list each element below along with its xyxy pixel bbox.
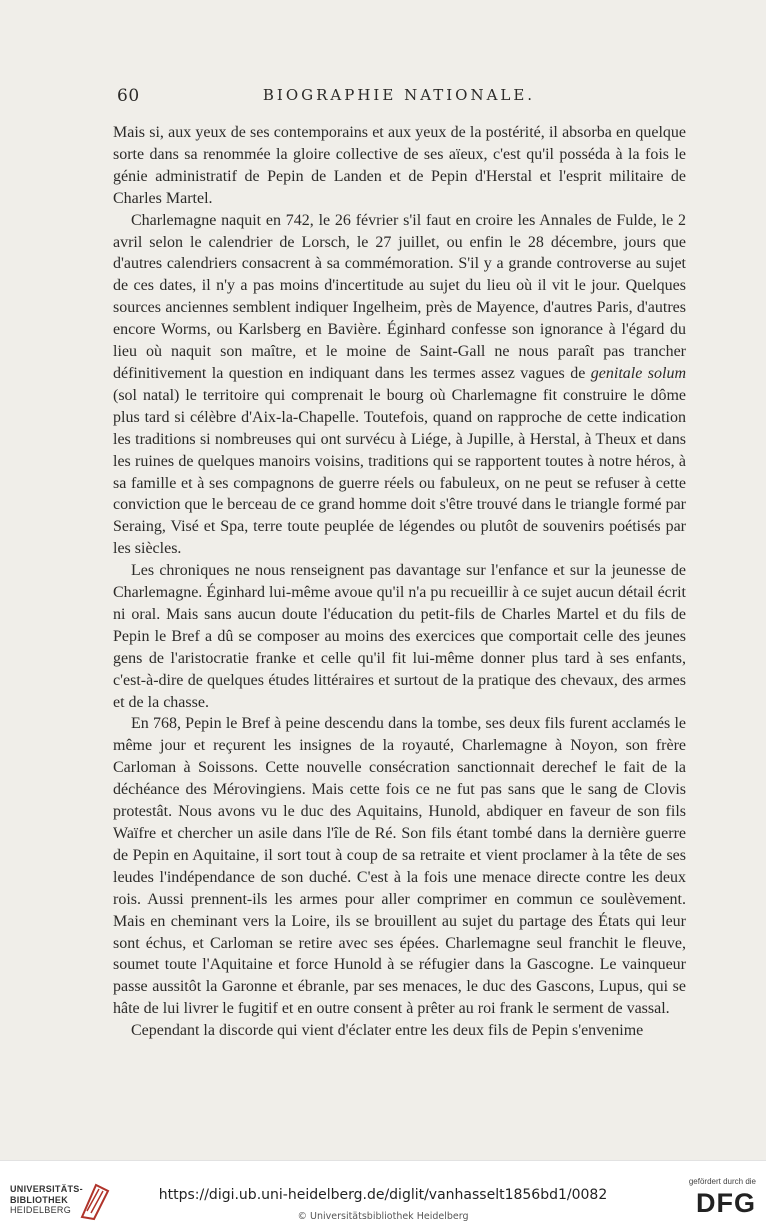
italic-phrase: genitale solum xyxy=(590,364,686,382)
copyright-notice: © Universitätsbibliothek Heidelberg xyxy=(297,1211,469,1222)
paragraph xyxy=(113,210,686,561)
paragraph-text: (sol natal) le territoire qui comprenait le bourg où Charlemagne fit construire le dôme plus tard si célèbre d'Aix-la-Chapelle. Toutefois, quand on rapproche de cette indication les traditions si nombreuses qui ont survécu à Liége, à Jupille, à Herstal, à Theux et dans les ruines de quelques manoirs voisins, traditions qui se rapportent toutes à notre héros, à sa famille et à ses compagnons de guerre réels ou fabuleux, on ne peut se refuser à cette conviction que le berceau de ce grand homme doit s'être trouvé dans le triangle formé par Seraing, Visé et Spa, terre toute peuplée de légendes ou plutôt de souvenirs poétisés par les siècles. xyxy=(113,386,686,558)
page-number: 60 xyxy=(117,86,140,106)
paragraph: Mais si, aux yeux de ses contemporains et aux yeux de la postérité, il absorba en quelque sorte dans sa renommée la gloire collective de ses aïeux, c'est qu'il posséda à la fois le génie administratif de Pepin de Landen et de Pepin d'Herstal et l'esprit militaire de Charles Martel. xyxy=(113,124,686,207)
paragraph: Cependant la discorde qui vient d'éclater entre les deux fils de Pepin s'envenime xyxy=(131,1022,644,1040)
viewer-footer xyxy=(0,1160,766,1232)
library-name-line: BIBLIOTHEK xyxy=(10,1194,68,1205)
funding-note: gefördert durch die xyxy=(688,1177,756,1186)
running-head: BIOGRAPHIE NATIONALE. xyxy=(262,86,536,104)
permalink-url[interactable]: https://digi.ub.uni-heidelberg.de/diglit/vanhasselt1856bd1/0082 xyxy=(158,1187,608,1203)
page-header xyxy=(113,86,685,110)
library-name-line: UNIVERSITÄTS- xyxy=(10,1184,83,1194)
paragraph: En 768, Pepin le Bref à peine descendu dans la tombe, ses deux fils furent acclamés le même jour et reçurent les insignes de la royauté, Charlemagne à Noyon, son frère Carloman à Soissons. Cette nouvelle consécration sanctionnait derechef le fait de la déchéance des Mérovingiens. Mais cette fois ce ne fut pas sans que le sang de Clovis protestât. Nous avons vu le duc des Aquitains, Hunold, abdiquer en faveur de son fils Waïfre et chercher un asile dans l'île de Ré. Son fils étant tombé dans la dernière guerre de Pepin en Aquitaine, il sort tout à coup de sa retraite et vient proclamer à la tête de ses leudes l'indépendance de son duché. C'est à la fois une menace directe contre les deux rois. Aussi prennent-ils les armes pour aller comprimer en commun ce soulèvement. Mais en cheminant vers la Loire, ils se brouillent au sujet du partage des États qui leur sont échus, et Carloman se retire avec ses épées. Charlemagne seul franchit le fleuve, soumet toute l'Aquitaine et force Hunold à se réfugier dans la Gascogne. Le vainqueur passe aussitôt la Garonne et ébranle, par ses menaces, le duc des Gascons, Lupus, qui se hâte de lui livrer le fugitif et en outre consent à prêter au roi frank le serment de vassal. xyxy=(113,715,686,1018)
dfg-logo[interactable] xyxy=(676,1177,756,1225)
library-name-line: HEIDELBERG xyxy=(10,1205,72,1215)
paragraph: Les chroniques ne nous renseignent pas davantage sur l'enfance et sur la jeunesse de Charlemagne. Éginhard lui-même avoue qu'il n'a pu recueillir à ce sujet aucun détail écrit ni oral. Mais sans aucun doute l'éducation du petit-fils de Charles Martel et du fils de Pepin le Bref a dû se composer au moins des exercices que comportait celle des jeunes gens de l'aristocratie franke et celle qu'il fit lui-même donner plus tard à ses enfants, c'est-à-dire de quelques études littéraires et surtout de la pratique des chevaux, des armes et de la chasse. xyxy=(113,562,686,711)
dfg-wordmark: DFG xyxy=(696,1188,756,1218)
paragraph-text: Charlemagne naquit en 742, le 26 février s'il faut en croire les Annales de Fulde, le 2 avril selon le calendrier de Lorsch, le 27 juillet, ou enfin le 28 décembre, jours que d'autres calendriers consacrent à sa commémoration. S'il y a grande controverse au sujet de ces dates, il n'y a pas moins d'incertitude au sujet du lieu où il vit le jour. Quelques sources anciennes semblent indiquer Ingelheim, près de Mayence, d'autres Paris, d'autres encore Worms, ou Karlsberg en Bavière. Éginhard confesse son ignorance à l'égard du lieu où naquit son maître, et le moine de Saint-Gall ne nous paraît pas trancher définitivement la question en indiquant dans les termes assez vagues de xyxy=(113,211,686,382)
body-text xyxy=(113,122,686,1042)
